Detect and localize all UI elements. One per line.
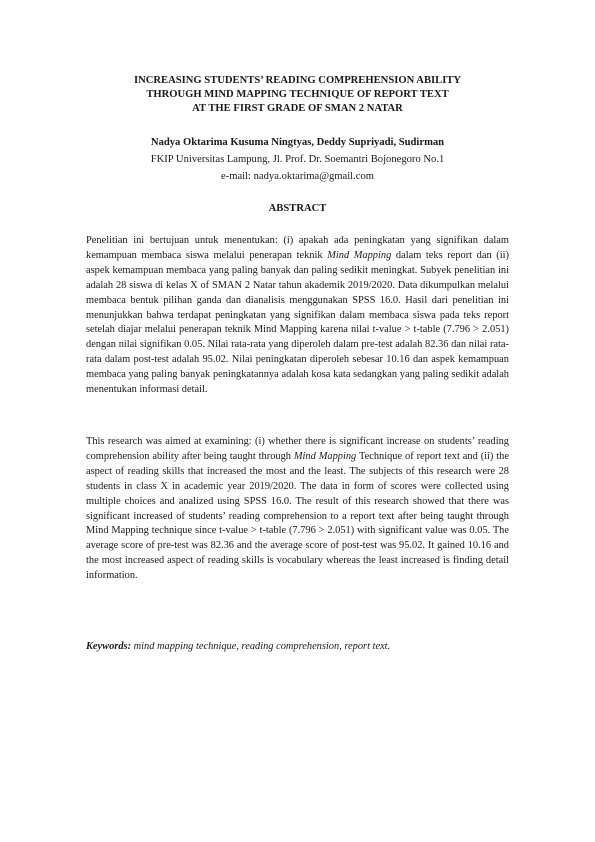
abstract-english	[86, 435, 509, 584]
title-line-1: INCREASING STUDENTS’ READING COMPREHENSION ABILITY	[133, 75, 462, 86]
keywords-label: Keywords:	[86, 641, 132, 652]
abstract-heading: ABSTRACT	[268, 203, 327, 214]
title-line-3: AT THE FIRST GRADE OF SMAN 2 NATAR	[192, 103, 403, 114]
affiliation: FKIP Universitas Lampung, Jl. Prof. Dr. Soemantri Bojonegoro No.1	[150, 154, 445, 165]
paper-title	[60, 74, 535, 116]
abstract-indonesian	[86, 234, 509, 398]
abstract-id-emphasis: Mind Mapping	[327, 249, 392, 261]
abstract-id-text-1: Penelitian ini bertujuan untuk menentukan: (i) apakah ada peningkatan yang signifikan dalam kemampuan membaca siswa melalui penerapan teknik	[86, 235, 509, 261]
author-list: Nadya Oktarima Kusuma Ningtyas, Deddy Supriyadi, Sudirman	[150, 137, 445, 148]
keywords-line	[86, 640, 509, 654]
author-email: e-mail: nadya.oktarima@gmail.com	[220, 171, 374, 182]
abstract-id-text-2: dalam teks report dan (ii) aspek kemampuan membaca yang paling banyak dan paling sedikit meningkat. Subyek penelitian ini adalah 28 siswa di kelas X of SMAN 2 Natar tahun akademik 2019/2020. Data dikumpulkan melalui membaca bentuk pilihan ganda dan dianalisis menggunakan SPSS 16.0. Hasil dari penelitian ini menunjukkan bahwa terdapat peningkatan yang signifikan dalam membaca siswa pada teks report setelah diajar melalui penerapan teknik Mind Mapping karena nilai t-value > t-table (7.796 > 2.051) dengan nilai signifikan 0.05. Nilai rata-rata yang diperoleh dalam pre-test adalah 82.36 dan nilai rata-rata dalam post-test adalah 95.02. Nilai peningkatan diperoleh sebesar 10.16 dan aspek kemampuan membaca yang paling banyak peningkatannya adalah kosa kata sedangkan yang paling sedikit adalah menentukan informasi detail.	[86, 249, 509, 396]
abstract-en-text-1: This research was aimed at examining: (i) whether there is significant increase on students’ reading comprehension ability after being taught through	[86, 436, 509, 462]
abstract-en-text-2: Technique of report text and (ii) the aspect of reading skills that increased the most and the least. The subjects of this research were 28 students in class X in academic year 2019/2020. The data in form of scores were collected using multiple choices and analized using SPSS 16.0. The result of this research showed that there was significant increased of students’ reading comprehension to a report text after being taught through Mind Mapping technique since t-value > t-table (7.796 > 2.051) with significant value was 0.05. The average score of pre-test was 82.36 and the average score of post-test was 95.02. It gained 10.16 and the most increased aspect of reading skills is vocabulary whereas the least increased is finding detail information.	[86, 450, 509, 582]
abstract-en-emphasis: Mind Mapping	[293, 450, 357, 462]
keywords-text: mind mapping technique, reading comprehension, report text.	[131, 641, 391, 652]
title-line-2: THROUGH MIND MAPPING TECHNIQUE OF REPORT TEXT	[146, 89, 449, 100]
